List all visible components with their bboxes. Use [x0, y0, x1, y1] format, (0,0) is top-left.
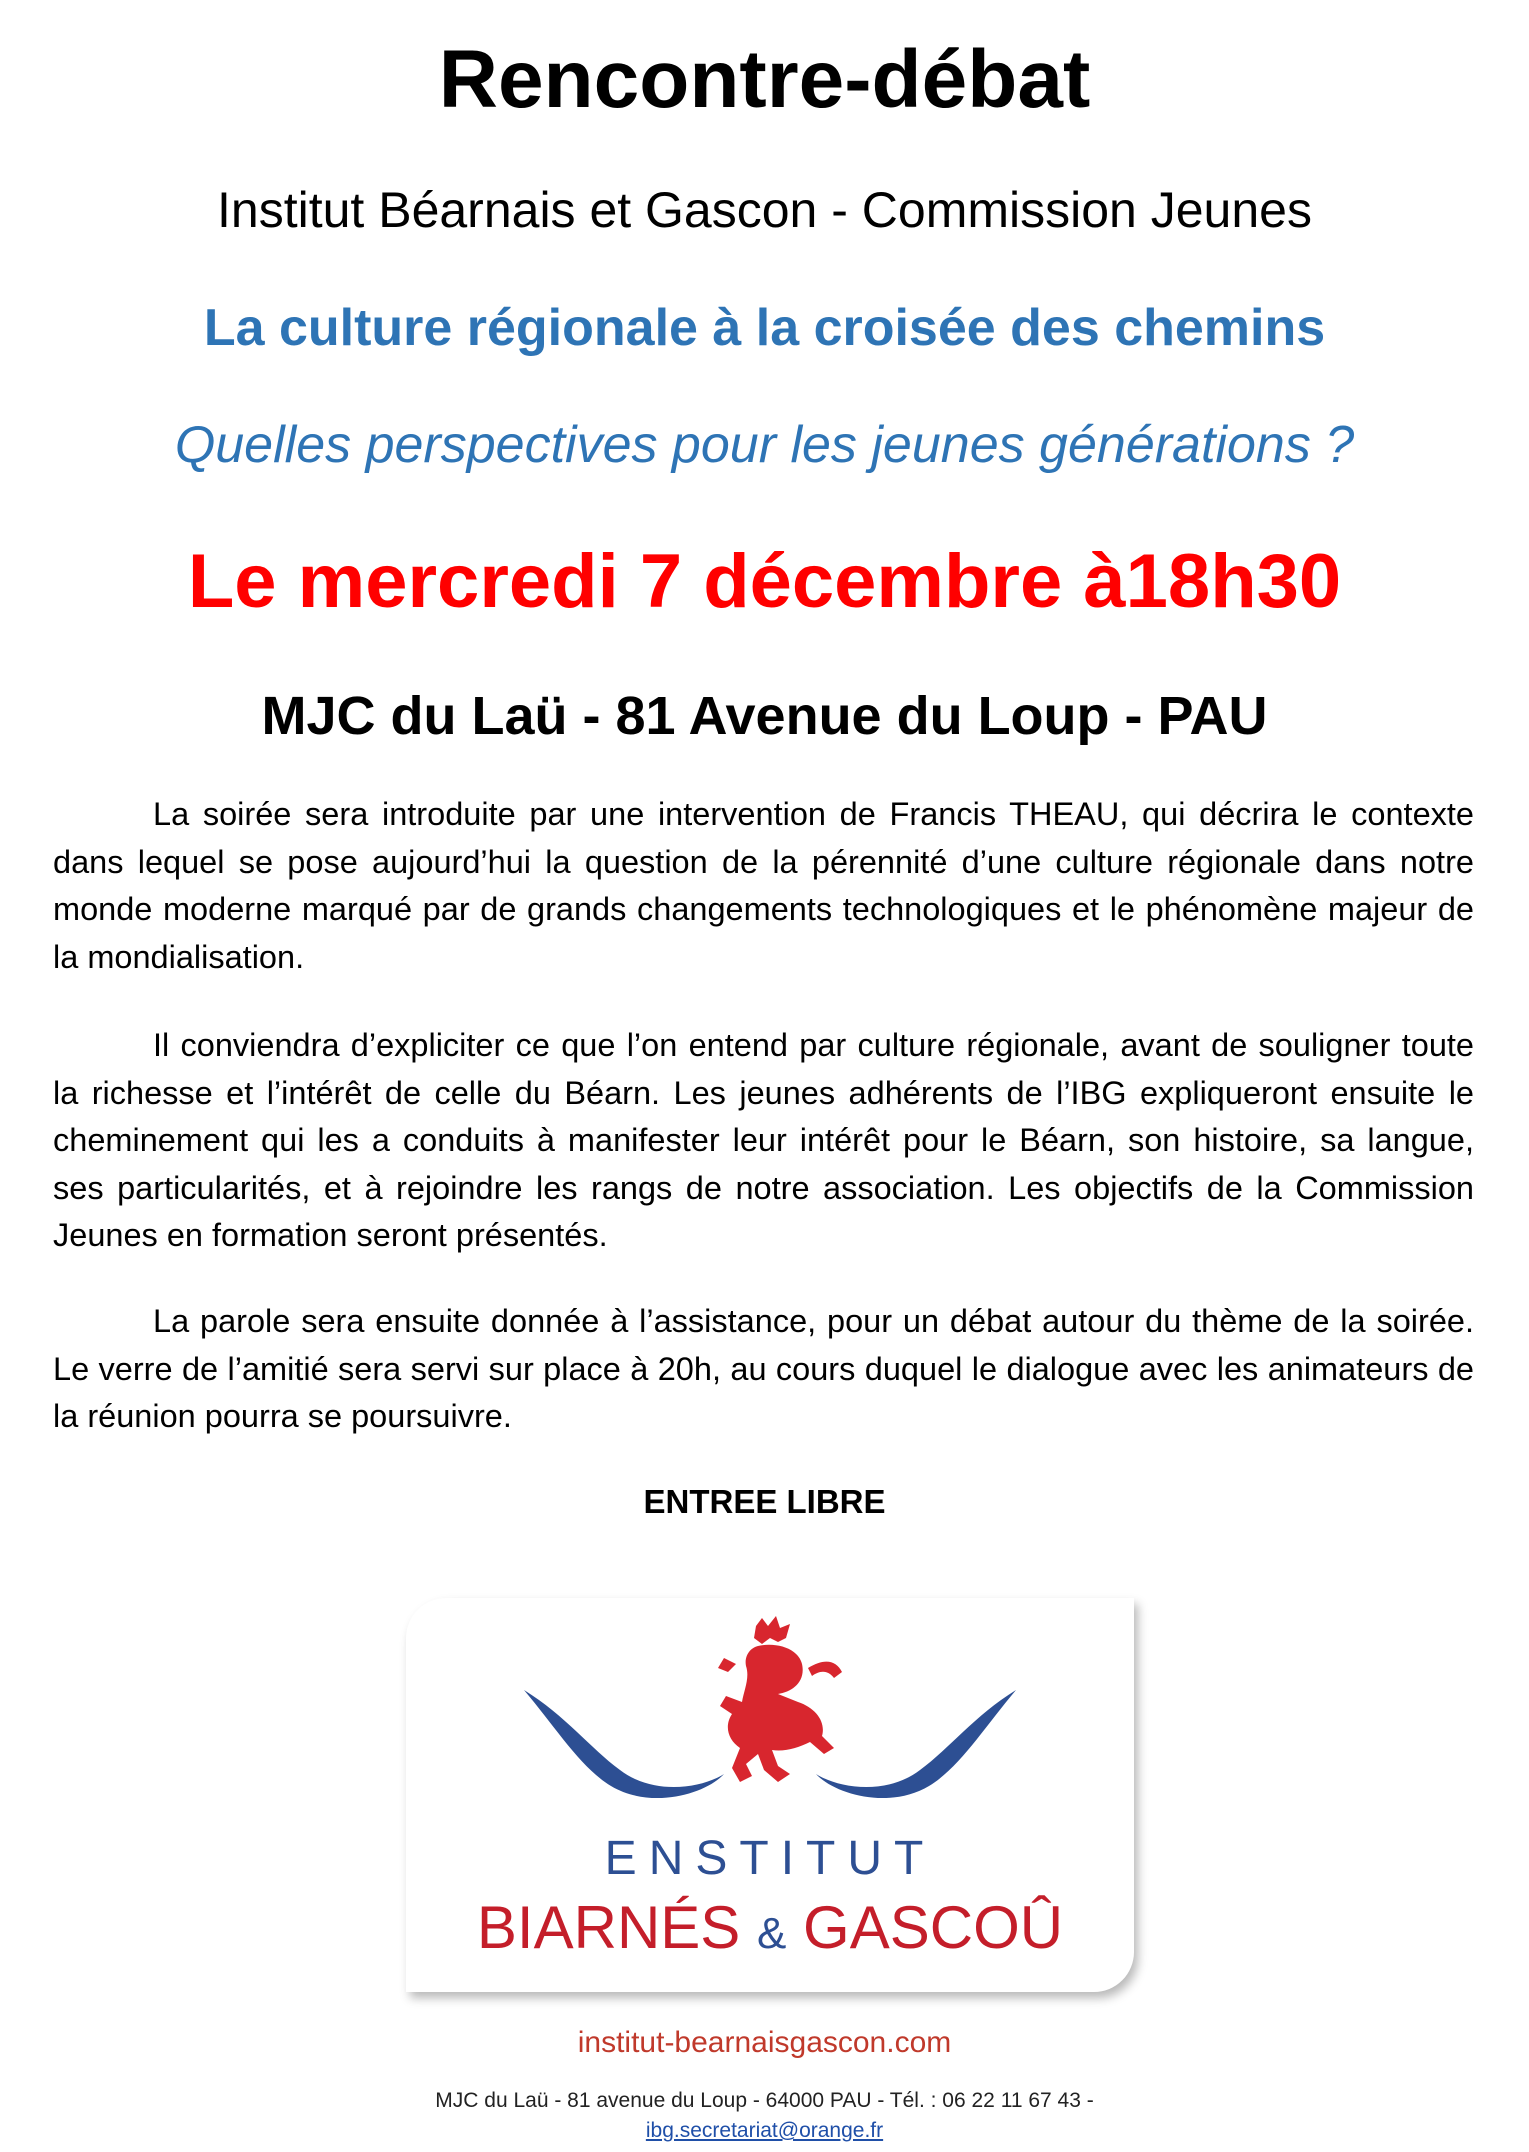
right-horn-icon: [816, 1690, 1016, 1798]
event-question: Quelles perspectives pour les jeunes générations ?: [174, 416, 1355, 474]
paragraph-text: La parole sera ensuite donnée à l’assistance, pour un débat autour du thème de la soirée. Le verre de l’amitié sera servi sur place à 20h, au cours duquel le dialogue avec les animateurs de la réunion pourra se poursuivre.: [53, 1303, 1474, 1434]
institute-logo: [406, 1598, 1134, 1992]
lion-icon: [718, 1616, 842, 1782]
logo-text-enstitut: ENSTITUT: [604, 1832, 936, 1885]
logo-text-name: [406, 1890, 1134, 1972]
footer-address: MJC du Laü - 81 avenue du Loup - 64000 PAU - Tél. : 06 22 11 67 43 -: [435, 2089, 1094, 2112]
paragraph-text: La soirée sera introduite par une intervention de Francis THEAU, qui décrira le contexte dans lequel se pose aujourd’hui la question de la pérennité d’une culture régionale dans notre monde moderne marqué par de grands changements technologiques et le phénomène majeur de la mondialisation.: [53, 796, 1474, 975]
paragraph-text: Il conviendra d’expliciter ce que l’on entend par culture régionale, avant de souligner toute la richesse et l’intérêt de celle du Béarn. Les jeunes adhérents de l’IBG expliqueront ensuite le cheminement qui les a conduits à manifester leur intérêt pour le Béarn, son histoire, sa langue, ses particularités, et à rejoindre les rangs de notre association. Les objectifs de la Commission Jeunes en formation seront présentés.: [53, 1027, 1474, 1253]
event-venue: MJC du Laü - 81 Avenue du Loup - PAU: [261, 686, 1268, 746]
event-date: Le mercredi 7 décembre à18h30: [187, 539, 1342, 624]
logo-text-gascou: GASCOÛ: [803, 1894, 1064, 1961]
paragraph-intro: [53, 791, 1474, 981]
left-horn-icon: [524, 1690, 724, 1798]
logo-ampersand: &: [757, 1909, 787, 1958]
event-title: Rencontre-débat: [438, 34, 1091, 125]
logo-text-biarnes: BIARNÉS: [476, 1894, 741, 1961]
paragraph-debate: [53, 1298, 1474, 1441]
footer-email-row: [0, 2116, 1529, 2146]
email-link[interactable]: ibg.secretariat@orange.fr: [645, 2119, 884, 2142]
website-link[interactable]: institut-bearnaisgascon.com: [577, 2026, 952, 2059]
paragraph-culture: [53, 1022, 1474, 1260]
event-theme: La culture régionale à la croisée des chemins: [203, 299, 1326, 357]
entry-free-notice: ENTREE LIBRE: [643, 1483, 886, 1520]
organizer-line: Institut Béarnais et Gascon - Commission Jeunes: [217, 182, 1312, 238]
